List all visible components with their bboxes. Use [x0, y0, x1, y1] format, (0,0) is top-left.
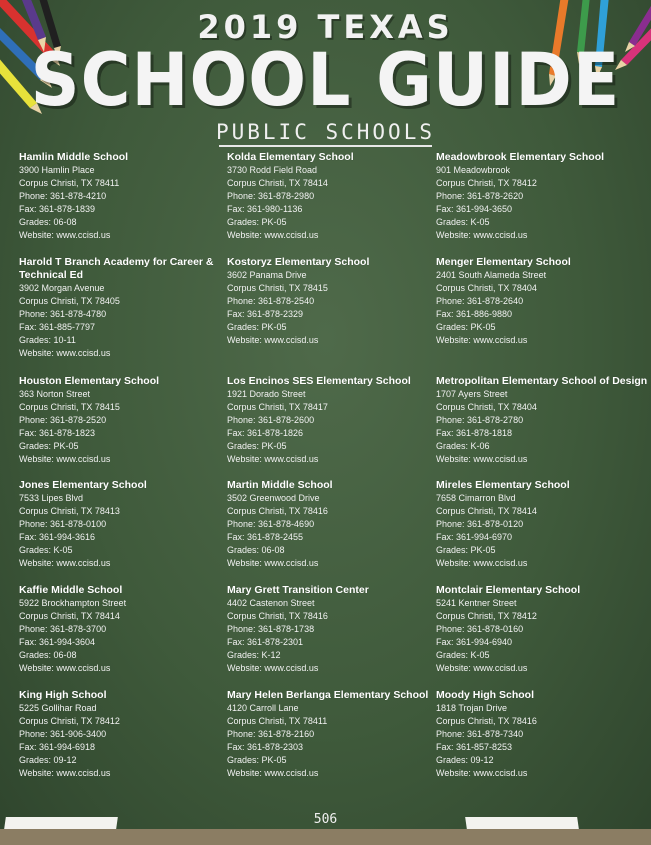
school-phone: Phone: 361-878-2540	[227, 296, 315, 306]
school-city-state-zip: Corpus Christi, TX 78415	[19, 402, 120, 412]
school-city-state-zip: Corpus Christi, TX 78412	[19, 716, 120, 726]
school-website: Website: www.ccisd.us	[19, 348, 111, 358]
school-fax: Fax: 361-885-7797	[19, 322, 96, 332]
school-entry	[19, 584, 231, 675]
school-city-state-zip: Corpus Christi, TX 78415	[227, 283, 328, 293]
school-city-state-zip: Corpus Christi, TX 78412	[436, 178, 537, 188]
school-phone: Phone: 361-878-0160	[436, 624, 524, 634]
school-website: Website: www.ccisd.us	[19, 663, 111, 673]
school-grades: Grades: K-06	[436, 441, 490, 451]
school-address: 363 Norton Street	[19, 389, 91, 399]
page-title: SCHOOL GUIDE	[30, 37, 621, 124]
school-address: 2401 South Alameda Street	[436, 270, 547, 280]
header-year: 2019 TEXAS	[197, 8, 454, 46]
school-entry	[19, 375, 231, 466]
school-address: 5225 Gollihar Road	[19, 703, 97, 713]
school-name: King High School	[19, 689, 107, 701]
school-website: Website: www.ccisd.us	[227, 335, 319, 345]
school-city-state-zip: Corpus Christi, TX 78405	[19, 296, 120, 306]
school-phone: Phone: 361-878-1738	[227, 624, 315, 634]
school-address: 1921 Dorado Street	[227, 389, 306, 399]
school-name: Moody High School	[436, 689, 534, 701]
school-entry	[227, 584, 439, 675]
school-address: 3900 Hamlin Place	[19, 165, 95, 175]
subtitle-underline	[219, 145, 432, 147]
school-name: Hamlin Middle School	[19, 151, 129, 163]
school-website: Website: www.ccisd.us	[19, 230, 111, 240]
school-entry	[436, 256, 648, 347]
school-website: Website: www.ccisd.us	[19, 454, 111, 464]
school-name: Kaffie Middle School	[19, 584, 123, 596]
school-grades: Grades: K-05	[436, 650, 490, 660]
school-entry	[19, 479, 231, 570]
school-grades: Grades: 10-11	[19, 335, 76, 345]
school-website: Website: www.ccisd.us	[227, 663, 319, 673]
school-entry	[227, 256, 439, 347]
school-website: Website: www.ccisd.us	[436, 335, 528, 345]
school-entry	[436, 151, 648, 242]
school-website: Website: www.ccisd.us	[227, 454, 319, 464]
school-grades: Grades: K-05	[19, 545, 73, 555]
school-fax: Fax: 361-878-1823	[19, 428, 96, 438]
school-phone: Phone: 361-906-3400	[19, 729, 107, 739]
school-address: 1707 Ayers Street	[436, 389, 508, 399]
school-fax: Fax: 361-878-2303	[227, 742, 304, 752]
school-city-state-zip: Corpus Christi, TX 78417	[227, 402, 328, 412]
school-website: Website: www.ccisd.us	[436, 230, 528, 240]
school-listing	[19, 151, 648, 801]
school-address: 3502 Greenwood Drive	[227, 493, 320, 503]
school-fax: Fax: 361-878-2301	[227, 637, 304, 647]
school-website: Website: www.ccisd.us	[436, 558, 528, 568]
school-fax: Fax: 361-886-9880	[436, 309, 513, 319]
school-phone: Phone: 361-878-2520	[19, 415, 107, 425]
school-name: Meadowbrook Elementary School	[436, 151, 605, 163]
school-city-state-zip: Corpus Christi, TX 78413	[19, 506, 120, 516]
school-fax: Fax: 361-994-6970	[436, 532, 513, 542]
school-entry	[436, 584, 648, 675]
school-grades: Grades: 09-12	[436, 755, 494, 765]
school-address: 4402 Castenon Street	[227, 598, 315, 608]
school-website: Website: www.ccisd.us	[436, 454, 528, 464]
school-fax: Fax: 361-857-8253	[436, 742, 513, 752]
school-grades: Grades: K-12	[227, 650, 281, 660]
school-name: Houston Elementary School	[19, 375, 160, 387]
school-address: 7533 Lipes Blvd	[19, 493, 84, 503]
school-grades: Grades: 06-08	[227, 545, 285, 555]
school-address: 3902 Morgan Avenue	[19, 283, 105, 293]
school-name: Martin Middle School	[227, 479, 333, 491]
school-grades: Grades: PK-05	[227, 755, 287, 765]
school-name: Los Encinos SES Elementary School	[227, 375, 411, 387]
school-website: Website: www.ccisd.us	[436, 768, 528, 778]
school-fax: Fax: 361-878-1818	[436, 428, 513, 438]
school-fax: Fax: 361-994-6940	[436, 637, 513, 647]
chalk-ledge	[0, 829, 651, 845]
school-phone: Phone: 361-878-2640	[436, 296, 524, 306]
school-website: Website: www.ccisd.us	[227, 230, 319, 240]
school-website: Website: www.ccisd.us	[19, 768, 111, 778]
school-fax: Fax: 361-994-3650	[436, 204, 513, 214]
school-website: Website: www.ccisd.us	[227, 558, 319, 568]
school-entry	[436, 479, 648, 570]
school-city-state-zip: Corpus Christi, TX 78404	[436, 402, 537, 412]
school-address: 3730 Rodd Field Road	[227, 165, 318, 175]
school-grades: Grades: K-05	[436, 217, 490, 227]
school-address: 901 Meadowbrook	[436, 165, 511, 175]
school-name: Kolda Elementary School	[227, 151, 354, 163]
school-entry	[227, 375, 439, 466]
school-address: 5241 Kentner Street	[436, 598, 517, 608]
school-grades: Grades: PK-05	[19, 441, 79, 451]
school-grades: Grades: PK-05	[436, 322, 496, 332]
school-address: 3602 Panama Drive	[227, 270, 307, 280]
school-name: Jones Elementary School	[19, 479, 147, 491]
school-phone: Phone: 361-878-2980	[227, 191, 315, 201]
school-name: Mary Helen Berlanga Elementary School	[227, 689, 429, 701]
school-entry	[227, 479, 439, 570]
school-grades: Grades: PK-05	[436, 545, 496, 555]
school-entry	[227, 689, 439, 780]
school-address: 4120 Carroll Lane	[227, 703, 299, 713]
school-fax: Fax: 361-980-1136	[227, 204, 303, 214]
school-city-state-zip: Corpus Christi, TX 78412	[436, 611, 537, 621]
school-phone: Phone: 361-878-2620	[436, 191, 524, 201]
school-city-state-zip: Corpus Christi, TX 78414	[436, 506, 537, 516]
page-number: 506	[313, 812, 338, 827]
school-entry	[227, 151, 439, 242]
school-entry	[19, 689, 231, 780]
school-website: Website: www.ccisd.us	[227, 768, 319, 778]
school-entry	[19, 256, 231, 360]
school-grades: Grades: 06-08	[19, 650, 77, 660]
school-city-state-zip: Corpus Christi, TX 78411	[227, 716, 328, 726]
school-name: Menger Elementary School	[436, 256, 571, 268]
school-fax: Fax: 361-878-1839	[19, 204, 96, 214]
school-name: Mary Grett Transition Center	[227, 584, 369, 596]
school-city-state-zip: Corpus Christi, TX 78416	[436, 716, 537, 726]
school-phone: Phone: 361-878-7340	[436, 729, 524, 739]
school-website: Website: www.ccisd.us	[19, 558, 111, 568]
school-address: 5922 Brockhampton Street	[19, 598, 127, 608]
school-phone: Phone: 361-878-2780	[436, 415, 524, 425]
school-address: 7658 Cimarron Blvd	[436, 493, 516, 503]
school-phone: Phone: 361-878-0100	[19, 519, 107, 529]
school-phone: Phone: 361-878-4780	[19, 309, 107, 319]
school-grades: Grades: 06-08	[19, 217, 77, 227]
school-website: Website: www.ccisd.us	[436, 663, 528, 673]
school-fax: Fax: 361-994-3604	[19, 637, 96, 647]
school-grades: Grades: PK-05	[227, 441, 287, 451]
school-name: Harold T Branch Academy for Career & Technical Ed	[19, 256, 214, 281]
section-subtitle: PUBLIC SCHOOLS	[215, 120, 435, 144]
school-phone: Phone: 361-878-3700	[19, 624, 107, 634]
school-city-state-zip: Corpus Christi, TX 78414	[227, 178, 328, 188]
school-name: Montclair Elementary School	[436, 584, 581, 596]
school-fax: Fax: 361-878-2455	[227, 532, 304, 542]
school-fax: Fax: 361-994-6918	[19, 742, 96, 752]
school-entry	[436, 375, 648, 466]
school-phone: Phone: 361-878-4210	[19, 191, 107, 201]
school-phone: Phone: 361-878-2160	[227, 729, 315, 739]
school-address: 1818 Trojan Drive	[436, 703, 508, 713]
school-grades: Grades: 09-12	[19, 755, 77, 765]
school-fax: Fax: 361-994-3616	[19, 532, 96, 542]
school-name: Kostoryz Elementary School	[227, 256, 370, 268]
school-phone: Phone: 361-878-2600	[227, 415, 315, 425]
school-city-state-zip: Corpus Christi, TX 78414	[19, 611, 120, 621]
school-city-state-zip: Corpus Christi, TX 78416	[227, 506, 328, 516]
school-entry	[436, 689, 648, 780]
school-fax: Fax: 361-878-1826	[227, 428, 304, 438]
school-grades: Grades: PK-05	[227, 322, 287, 332]
school-fax: Fax: 361-878-2329	[227, 309, 304, 319]
school-phone: Phone: 361-878-4690	[227, 519, 315, 529]
school-city-state-zip: Corpus Christi, TX 78416	[227, 611, 328, 621]
header	[0, 0, 651, 150]
school-city-state-zip: Corpus Christi, TX 78404	[436, 283, 537, 293]
school-grades: Grades: PK-05	[227, 217, 287, 227]
school-name: Metropolitan Elementary School of Design	[436, 375, 648, 387]
school-entry	[19, 151, 231, 242]
school-name: Mireles Elementary School	[436, 479, 570, 491]
school-city-state-zip: Corpus Christi, TX 78411	[19, 178, 120, 188]
school-phone: Phone: 361-878-0120	[436, 519, 524, 529]
